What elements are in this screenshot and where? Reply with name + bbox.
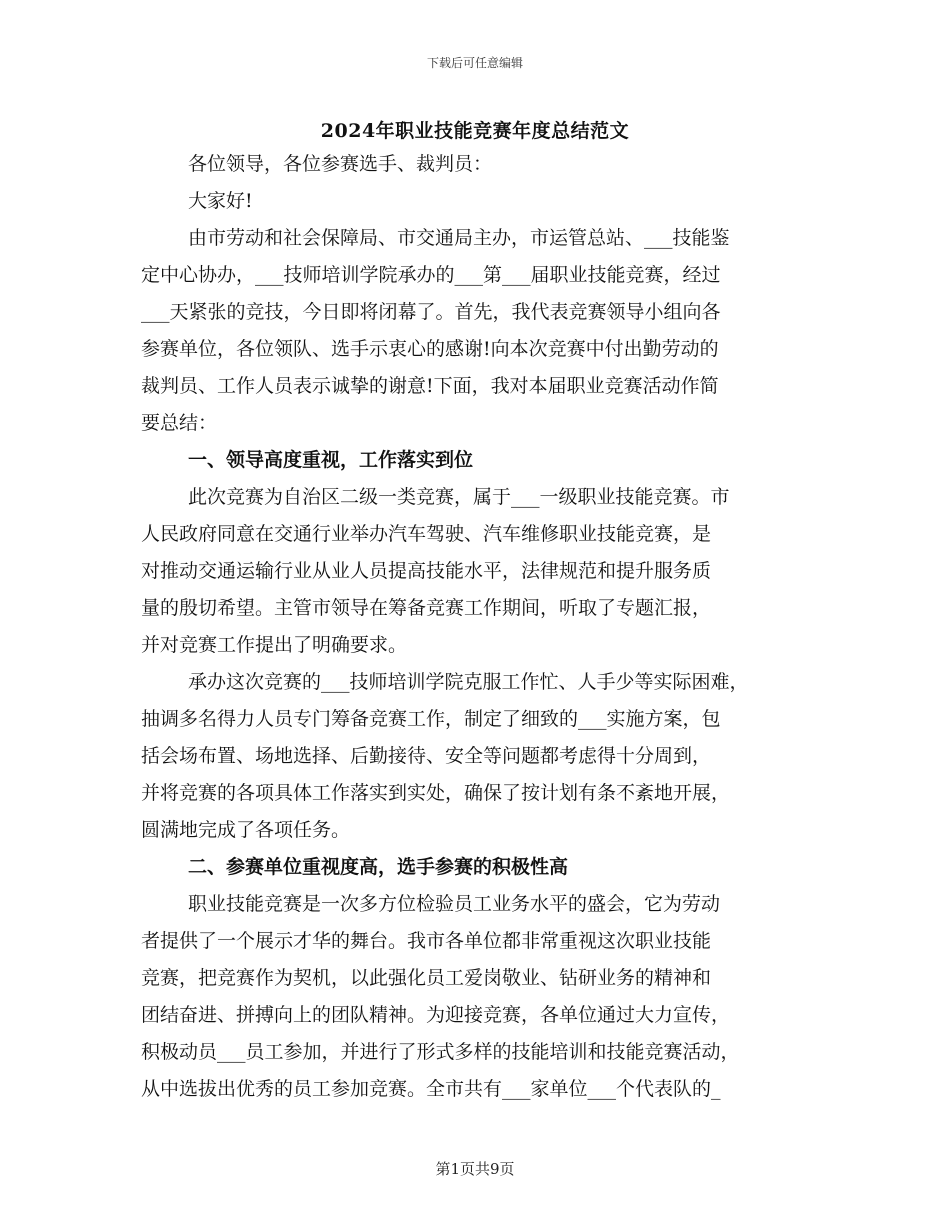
paragraph-line: 职业技能竞赛是一次多方位检验员工业务水平的盛会，它为劳动 — [188, 893, 721, 915]
paragraph-line: 大家好! — [188, 190, 253, 212]
paragraph-line: 承办这次竞赛的___技师培训学院克服工作忙、人手少等实际困难， — [188, 671, 749, 693]
paragraph-line: 对推动交通运输行业从业人员提高技能水平，法律规范和提升服务质 — [141, 560, 712, 582]
paragraph-line: 要总结： — [141, 412, 218, 434]
paragraph-line: 并对竞赛工作提出了明确要求。 — [141, 634, 408, 656]
paragraph-line: 此次竞赛为自治区二级一类竞赛，属于___一级职业技能竞赛。市 — [188, 486, 730, 508]
paragraph-line: 由市劳动和社会保障局、市交通局主办，市运管总站、___技能鉴 — [188, 227, 730, 249]
paragraph-line: 者提供了一个展示才华的舞台。我市各单位都非常重视这次职业技能 — [141, 930, 712, 952]
paragraph-line: 人民政府同意在交通行业举办汽车驾驶、汽车维修职业技能竞赛，是 — [141, 523, 712, 545]
document-body — [141, 146, 811, 1108]
paragraph-line: 抽调多名得力人员专门筹备竞赛工作，制定了细致的___实施方案，包 — [141, 708, 721, 730]
paragraph-line: 裁判员、工作人员表示诚挚的谢意!下面，我对本届职业竞赛活动作简 — [141, 375, 719, 397]
paragraph-line: 定中心协办，___技师培训学院承办的___第___届职业技能竞赛，经过 — [141, 264, 721, 286]
document-title: 2024年职业技能竞赛年度总结范文 — [320, 120, 630, 142]
section-heading: 一、领导高度重视，工作落实到位 — [188, 449, 474, 471]
paragraph-line: 积极动员___员工参加，并进行了形式多样的技能培训和技能竞赛活动， — [141, 1041, 740, 1063]
paragraph-line: 量的殷切希望。主管市领导在筹备竞赛工作期间，听取了专题汇报， — [141, 597, 712, 619]
paragraph-line: 圆满地完成了各项任务。 — [141, 819, 351, 841]
section-heading: 二、参赛单位重视度高，选手参赛的积极性高 — [188, 856, 569, 878]
paragraph-line: ___天紧张的竞技，今日即将闭幕了。首先，我代表竞赛领导小组向各 — [141, 301, 721, 323]
paragraph-line: 从中选拔出优秀的员工参加竞赛。全市共有___家单位___个代表队的_ — [141, 1078, 721, 1100]
paragraph-line: 各位领导，各位参赛选手、裁判员： — [188, 153, 493, 175]
page-header-note: 下载后可任意编辑 — [426, 56, 523, 70]
paragraph-line: 括会场布置、场地选择、后勤接待、安全等问题都考虑得十分周到， — [141, 745, 712, 767]
paragraph-line: 并将竞赛的各项具体工作落实到实处，确保了按计划有条不紊地开展， — [141, 782, 731, 804]
paragraph-line: 参赛单位，各位领队、选手示衷心的感谢!向本次竞赛中付出勤劳动的 — [141, 338, 719, 360]
page-footer-number: 第1页共9页 — [435, 1160, 515, 1178]
paragraph-line: 团结奋进、拼搏向上的团队精神。为迎接竞赛，各单位通过大力宣传， — [141, 1004, 731, 1026]
paragraph-line: 竞赛，把竞赛作为契机，以此强化员工爱岗敬业、钻研业务的精神和 — [141, 967, 712, 989]
